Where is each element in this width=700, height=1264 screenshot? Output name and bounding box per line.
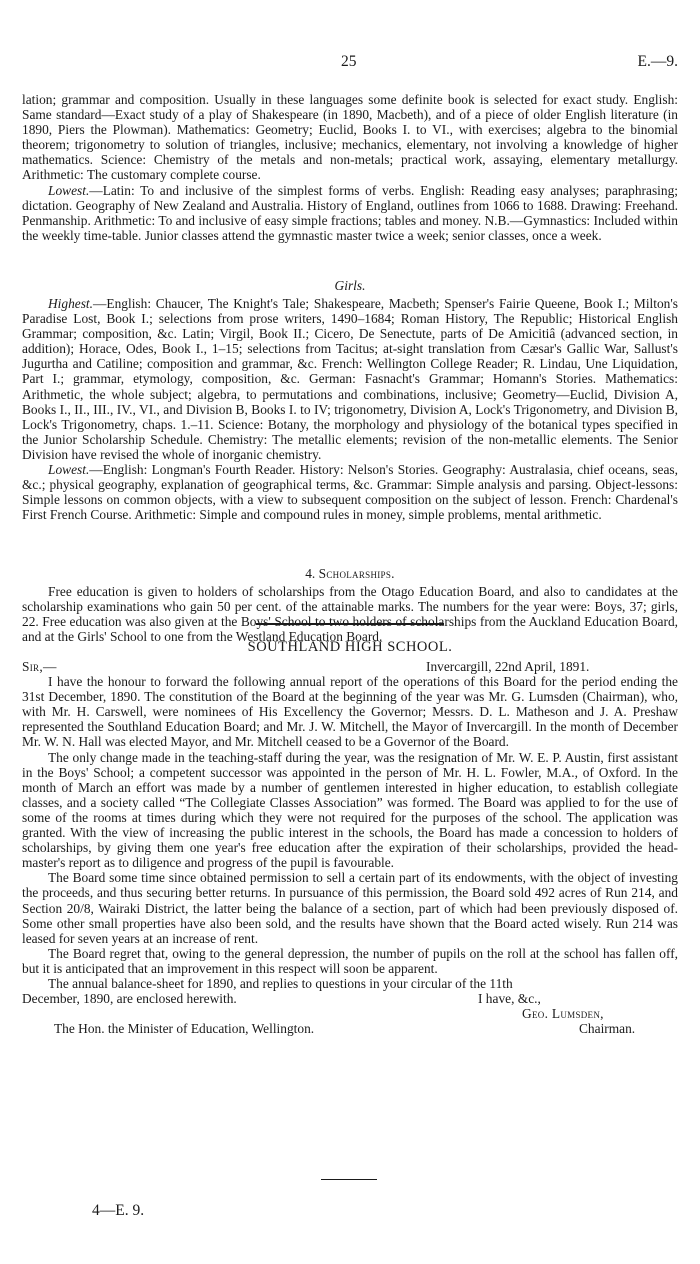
- signature-title: Chairman.: [579, 1021, 636, 1037]
- letter-paragraph: The Board regret that, owing to the general depression, the number of pupils on the roll at the school has fallen off, but it is anticipated that an improvement in this respect will soon be apparent.: [22, 945, 678, 976]
- paragraph-lead: Lowest.: [48, 182, 90, 198]
- addressee-row: [22, 1021, 678, 1036]
- page-header: [0, 54, 700, 74]
- signature-row: [22, 1006, 678, 1021]
- paragraph-lead: Highest.: [48, 296, 94, 311]
- boys-highest-continuation: [22, 92, 678, 183]
- section-number: 4.: [305, 566, 316, 581]
- addressee: The Hon. the Minister of Education, Wellington.: [54, 1021, 315, 1037]
- salutation: Sir,—: [22, 659, 57, 674]
- footer-reference: 4—E. 9.: [92, 1202, 145, 1219]
- boys-curriculum-section: [22, 92, 678, 243]
- scholarships-section: [22, 584, 678, 644]
- document-reference: E.—9.: [637, 53, 678, 70]
- letter-paragraph: The Board some time since obtained permission to sell a certain part of its endowments, with the object of investing the proceeds, and thus securing better returns. In pursuance of this permission, the Board sold 492 acres of Run 214, and Section 20/8, Wairaki District, the latter being the balance of a section, part of which had been previously disposed of. Some other small properties have also been sold, and the results have shown that the Board acted wisely. Run 214 was leased for seven years at an increase of rent.: [22, 870, 678, 946]
- closing-rule: [321, 1179, 377, 1180]
- valediction: I have, &c.,: [478, 991, 541, 1007]
- paragraph-text: —Latin: To and inclusive of the simplest forms of verbs. English: Reading easy analyses; paraphrasing; dictation. Geography of New Zealand and Australia. History of England, outlines from 1066 to 1688. Drawing: Freehand. Penmanship. Arithmetic: To and inclusive of easy simple fractions; tables and money. N.B.—Gymnastics: Included within the weekly time-table. Junior classes attend the gymnastic master twice a week; senior classes, once a week.: [22, 182, 678, 243]
- paragraph-text: lation; grammar and composition. Usually in these languages some definite book is selected for exact study. English: Same standard—Exact study of a play of Shakespeare (in 1890, Macbeth), and of a piece of older English literature (in 1890, Piers the Plowman). Mathematics: Geometry; Euclid, Books I. to VI., with exercises; algebra to the binomial theorem; trigonometry to solution of triangles, inclusive; mechanics, elementary, not involving a knowledge of higher mathematics. Science: Chemistry of the metals and non-metals; practical work, assaying, elementary metallurgy. Arithmetic: The customary complete course.: [22, 92, 678, 183]
- scholarships-paragraph: Free education is given to holders of scholarships from the Otago Education Board, and also to candidates at the scholarship examinations who gain 50 per cent. of the attainable marks. The numbers for the year were: Boys, 37; girls, 22. Free education was also given at the Boys' School to two holders of scholarships from the Auckland Education Board, and at the Girls' School to one from the Westland Education Board.: [22, 584, 678, 645]
- report-title: SOUTHLAND HIGH SCHOOL.: [247, 639, 453, 655]
- boys-lowest-paragraph: [22, 183, 678, 243]
- letter-opening-row: [22, 659, 678, 674]
- girls-curriculum-section: [22, 296, 678, 522]
- paragraph-text: —English: Chaucer, The Knight's Tale; Shakespeare, Macbeth; Spenser's Fairie Queene, Book I.; Milton's Paradise Lost, Book I.; selections from prose writers, 1490–1684; Roman History, The Republic; Historical English Grammar; composition, &c. Latin; Virgil, Book II.; Cicero, De Senectute, parts of De Amicitiâ (advanced section, in addition); Horace, Odes, Book I., 1–15; selections from Tacitus; at-sight translation from Cæsar's Gallic War, Sallust's Jugurtha and Catiline; composition and grammar, &c. French: Wellington College Reader; R. Lindau, Une Liquidation, Part I.; grammar, etymology, composition, &c. German: Fasnacht's Grammar; Homann's Stories. Mathematics: Arithmetic, the whole subject; algebra, to permutations and combinations, inclusive; Geometry—Euclid, Division A, Books I., II., III., IV., VI., and Division B, Books I. to IV; trigonometry, Division A, Lock's Trigonometry, and Division B, Lock's Trigonometry, chaps. 1.–11. Science: Botany, the morphology and physiology of the botanical types specified in the Junior Scholarship Schedule. Chemistry: The metallic elements; revision of the non-metallic elements. The Senior Division have revised the whole of inorganic chemistry.: [22, 296, 678, 462]
- girls-highest-paragraph: [22, 296, 678, 462]
- girls-heading: Girls.: [334, 278, 366, 293]
- signature-name: Geo. Lumsden,: [522, 1006, 604, 1022]
- letter-paragraph: I have the honour to forward the following annual report of the operations of this Board for the period ending the 31st December, 1890. The constitution of the Board at the beginning of the year was Mr. G. Lumsden (Chairman), who, with Mr. H. Carswell, were nominees of His Excellency the Governor; Messrs. D. L. Matheson and J. A. Preshaw represented the Southland Education Board; and Mr. J. W. Mitchell, the Mayor of Invercargill. In the month of December Mr. W. N. Hall was elected Mayor, and Mr. Mitchell ceased to be a Governor of the Board.: [22, 674, 678, 750]
- section-divider-rule: [256, 623, 444, 625]
- southland-letter: [22, 659, 678, 1036]
- place-date: Invercargill, 22nd April, 1891.: [426, 659, 590, 674]
- section-title: Scholarships.: [318, 566, 395, 581]
- girls-lowest-paragraph: [22, 462, 678, 522]
- letter-closing-line: The annual balance-sheet for 1890, and replies to questions in your circular of the 11th: [48, 975, 513, 991]
- paragraph-lead: Lowest.: [48, 462, 90, 478]
- scholarships-heading: [22, 566, 678, 581]
- letter-closing-line: December, 1890, are enclosed herewith.: [22, 991, 237, 1007]
- paragraph-text: —English: Longman's Fourth Reader. History: Nelson's Stories. Geography: Australasia, chief oceans, seas, &c.; physical geography, explanation of geographical terms, &c. Grammar: Simple analysis and parsing. Object-lessons: Simple lessons on common objects, with a view to subsequent composition on the subject of lesson. French: Chardenal's First French Course. Arithmetic: Simple and compound rules in money, simple problems, mental arithmetic.: [22, 462, 678, 523]
- letter-closing-row: [22, 991, 678, 1006]
- page-number: 25: [341, 53, 357, 70]
- letter-paragraph: The only change made in the teaching-staff during the year, was the resignation of Mr. W. E. P. Austin, first assistant in the Boys' School; a competent successor was appointed in the person of Mr. H. L. Fowler, M.A., of Oxford. In the month of March an effort was made by a number of gentlemen interested in higher education, to establish collegiate classes, and a society called “The Collegiate Classes Association” was formed. The Board was applied to for the use of some of the rooms at times during which they were not required for the purposes of the school. The application was granted. With the view of increasing the public interest in the schools, the Board has made a concession to holders of scholarships, by giving them one year's free education after the expiration of their scholarships, provided the head-master's report as to diligence and progress of the pupil is favourable.: [22, 749, 678, 871]
